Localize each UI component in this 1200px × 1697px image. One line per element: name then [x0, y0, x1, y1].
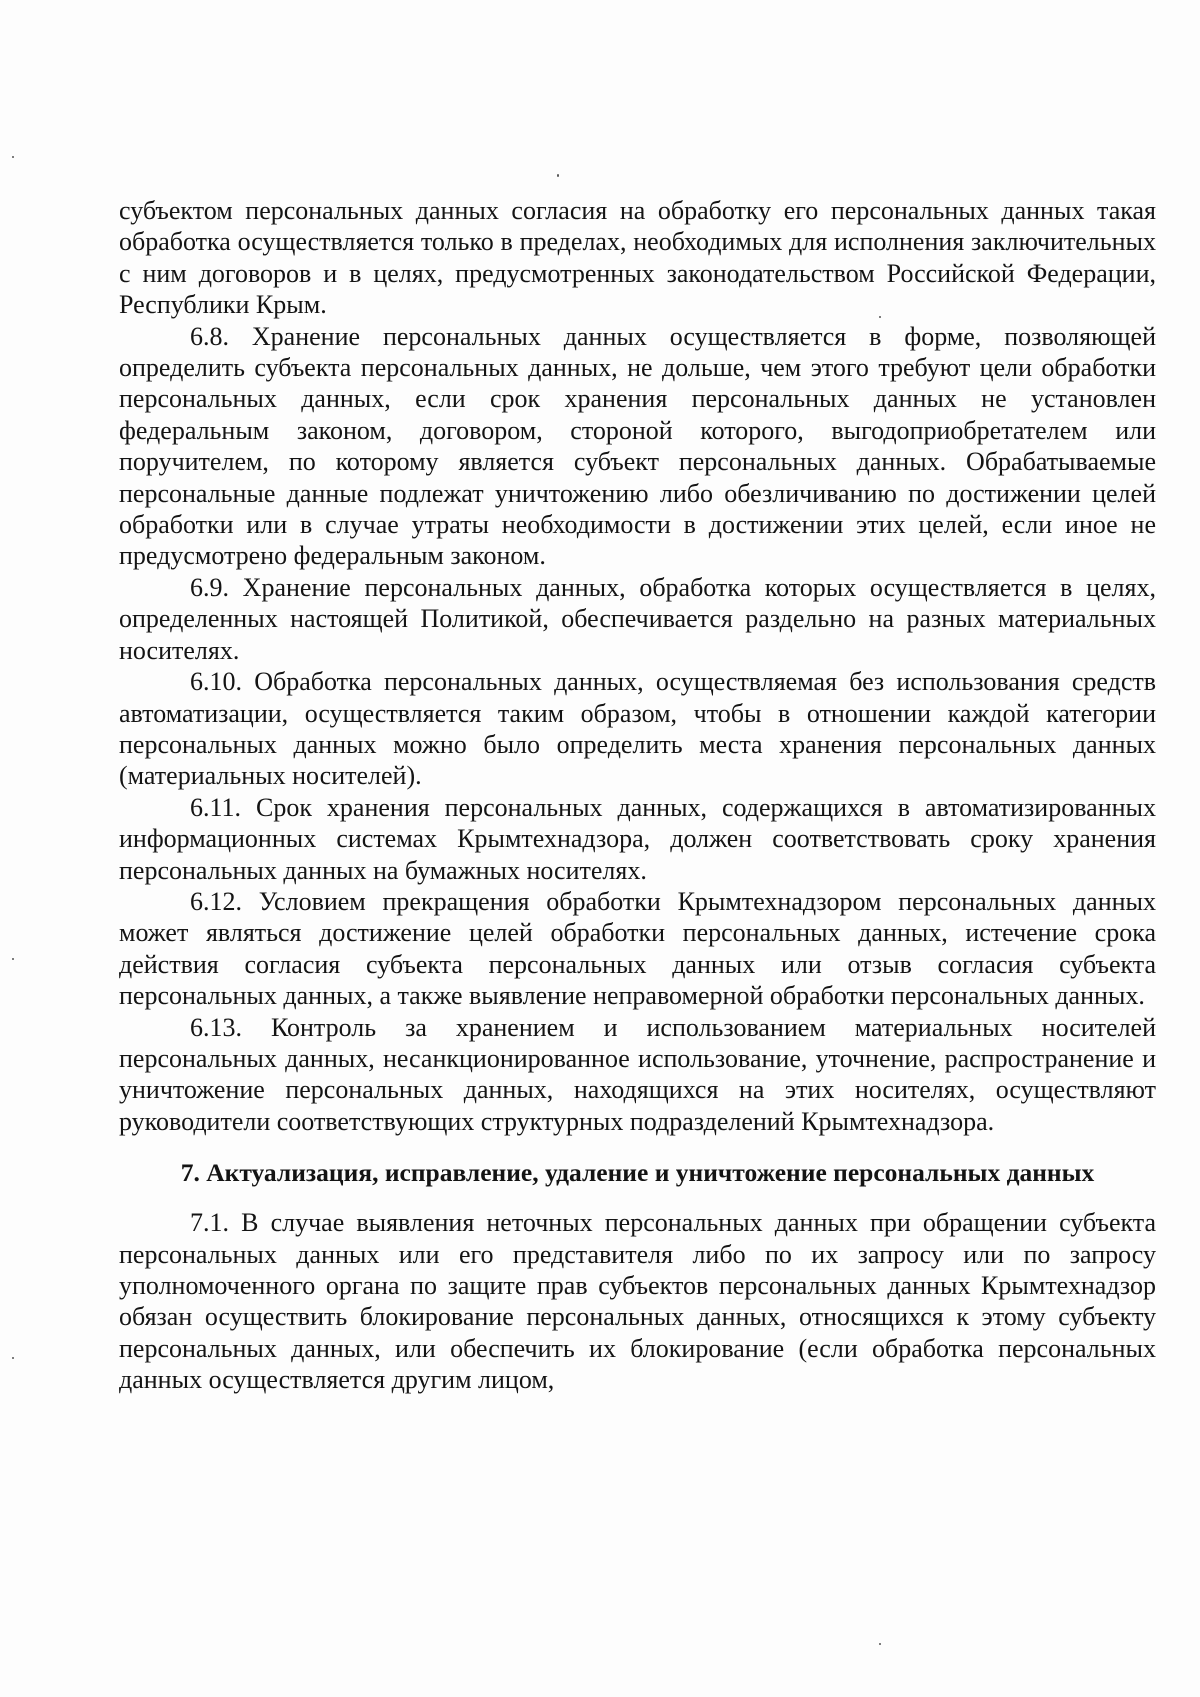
paragraph-intro: субъектом персональных данных согласия на обработку его персональных данных такая обработка осуществляется только в пределах, необходимых для исполнения заключительных с ним договоров и в целях, предусмотренных законодательством Российской Федерации, Республики Крым.: [119, 196, 1156, 320]
scan-speck: [12, 958, 14, 960]
paragraph-6-10: 6.10. Обработка персональных данных, осуществляемая без использования средств автоматизации, осуществляется таким образом, чтобы в отношении каждой категории персональных данных можно было определить места хранения персональных данных (материальных носителей).: [119, 667, 1156, 791]
scan-speck: [12, 1357, 14, 1359]
paragraph-6-11: 6.11. Срок хранения персональных данных, содержащихся в автоматизированных информационных системах Крымтехнадзора, должен соответствовать сроку хранения персональных данных на бумажных носителях.: [119, 792, 1156, 885]
paragraph-6-13: 6.13. Контроль за хранением и использованием материальных носителей персональных данных, несанкционированное использование, уточнение, распространение и уничтожение персональных данных, находящихся на этих носителях, осуществляют руководители соответствующих структурных подразделений Крымтехнадзора.: [119, 1012, 1156, 1136]
scan-speck: [879, 1643, 881, 1645]
paragraph-6-9: 6.9. Хранение персональных данных, обработка которых осуществляется в целях, определенных настоящей Политикой, обеспечивается раздельно на разных материальных носителях.: [119, 572, 1156, 665]
section-heading: 7. Актуализация, исправление, удаление и уничтожение персональных данных: [180, 1158, 1095, 1188]
paragraph-6-12: 6.12. Условием прекращения обработки Крымтехнадзором персональных данных может являться достижение целей обработки персональных данных, истечение срока действия согласия субъекта персональных данных или отзыв согласия субъекта персональных данных, а также выявление неправомерной обработки персональных данных.: [119, 886, 1156, 1011]
paragraph-7-1: 7.1. В случае выявления неточных персональных данных при обращении субъекта персональных данных или его представителя либо по их запросу или по запросу уполномоченного органа по защите прав субъектов персональных данных Крымтехнадзор обязан осуществить блокирование персональных данных, относящихся к этому субъекту персональных данных, или обеспечить их блокирование (если обработка персональных данных осуществляется другим лицом,: [119, 1208, 1156, 1395]
document-body: [119, 195, 1156, 1396]
scan-speck: [557, 174, 559, 177]
scan-speck: [12, 156, 14, 158]
paragraph-6-8: 6.8. Хранение персональных данных осуществляется в форме, позволяющей определить субъекта персональных данных, не дольше, чем этого требуют цели обработки персональных данных, если срок хранения персональных данных не установлен федеральным законом, договором, стороной которого, выгодоприобретателем или поручителем, по которому является субъект персональных данных. Обрабатываемые персональные данные подлежат уничтожению либо обезличиванию по достижении целей обработки или в случае утраты необходимости в достижении этих целей, если иное не предусмотрено федеральным законом.: [119, 321, 1156, 571]
